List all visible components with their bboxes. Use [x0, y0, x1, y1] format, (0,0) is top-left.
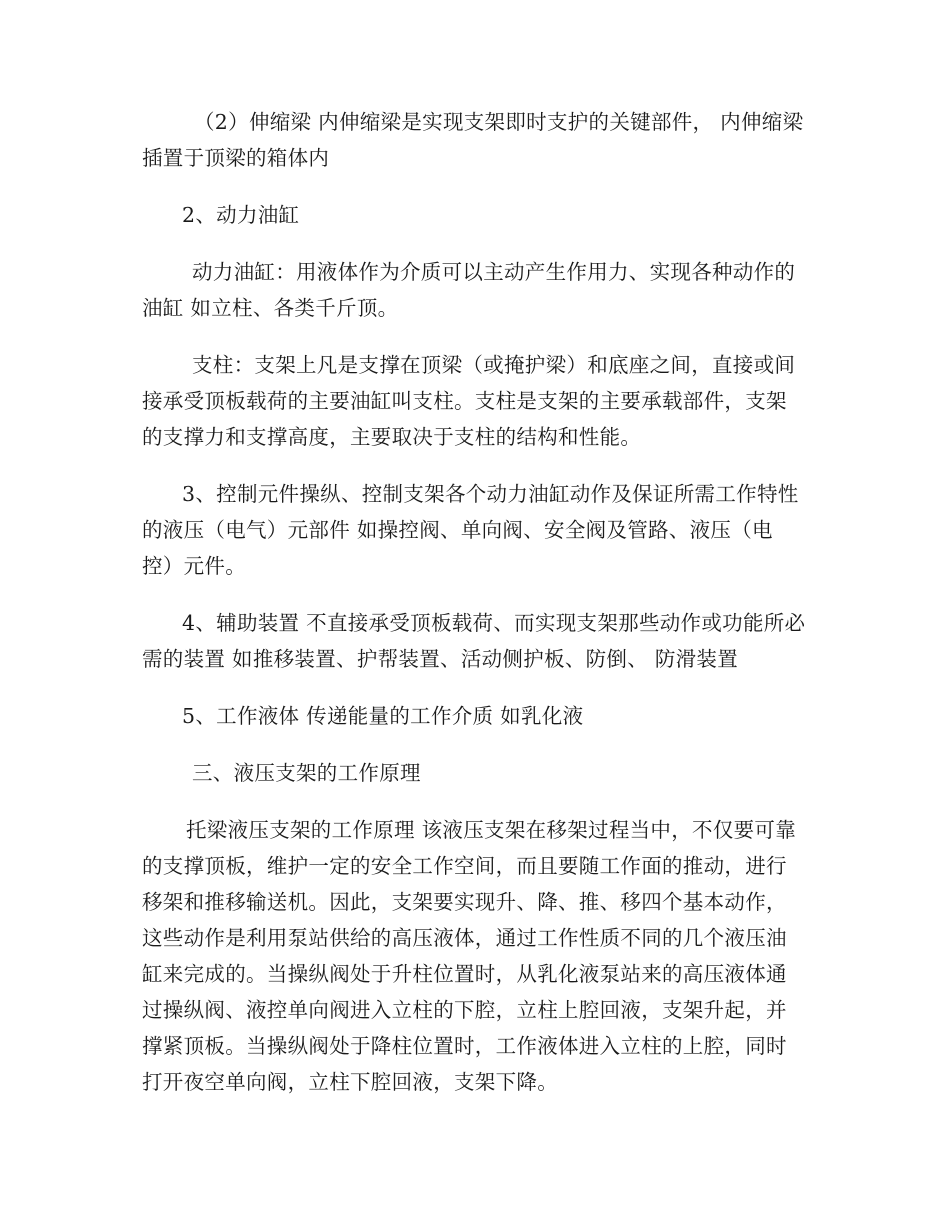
heading-power-cylinder: 2、动力油缸 [182, 203, 300, 227]
paragraph-control-elements: 3、控制元件操纵、控制支架各个动力油缸动作及保证所需工作特性的液压（电气）元部件 如操控阀、单向阀、安全阀及管路、液压（电 控）元件。 [142, 482, 799, 578]
paragraph-support-column: 支柱：支架上凡是支撑在顶梁（或掩护梁）和底座之间，直接或间接承受顶板载荷的主要油缸叫支柱。支柱是支架的主要承载部件，支架的支撑力和支撑高度，主要取决于支柱的结构和性能。 [142, 353, 796, 449]
paragraph-working-principle: 托梁液压支架的工作原理 该液压支架在移架过程当中，不仅要可靠的支撑顶板，维护一定的安全工作空间，而且要随工作面的推动，进行移架和推移输送机。因此，支架要实现升、降、推、移四个基本动作，这些动作是利用泵站供给的高压液体，通过工作性质不同的几个液压油缸来完成的。当操纵阀处于升柱位置时，从乳化液泵站来的高压液体通过操纵阀、液控单向阀进入立柱的下腔，立柱上腔回液，支架升起，并撑紧顶板。当操纵阀处于降柱位置时，工作液体进入立柱的上腔，同时打开夜空单向阀，立柱下腔回液，支架下降。 [142, 818, 797, 1094]
heading-working-principle: 三、液压支架的工作原理 [192, 761, 421, 785]
paragraph-telescopic-beam: （2）伸缩梁 内伸缩梁是实现支架即时支护的关键部件， 内伸缩梁插置于顶梁的箱体内 [142, 110, 804, 170]
document-body [142, 104, 806, 1121]
paragraph-power-cylinder: 动力油缸：用液体作为介质可以主动产生作用力、实现各种动作的油缸 如立柱、各类千斤顶。 [142, 260, 796, 320]
paragraph-auxiliary-devices: 4、辅助装置 不直接承受顶板载荷、而实现支架那些动作或功能所必需的装置 如推移装置、护帮装置、活动侧护板、防倒、 防滑装置 [142, 611, 806, 671]
paragraph-working-fluid: 5、工作液体 传递能量的工作介质 如乳化液 [182, 704, 584, 728]
